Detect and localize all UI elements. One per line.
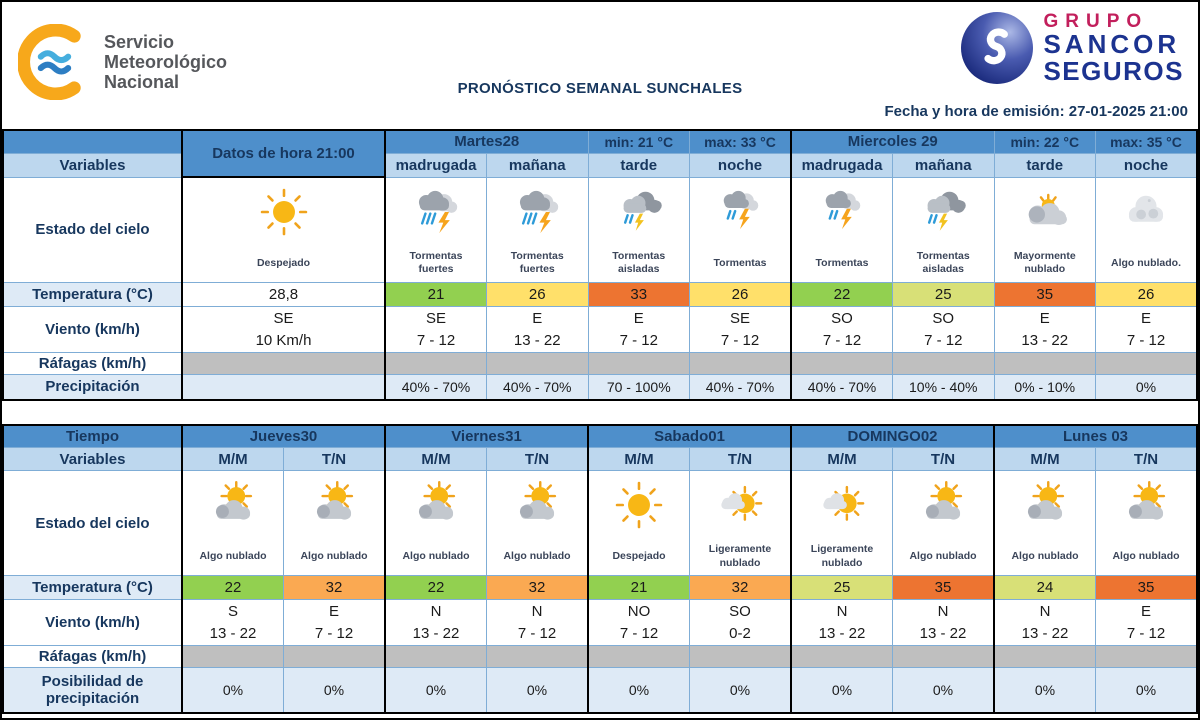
precip-cell: 0%	[1096, 668, 1198, 713]
precip-cell: 0%	[182, 668, 284, 713]
gusts-cell	[994, 353, 1096, 375]
precip-cell: 40% - 70%	[487, 375, 589, 400]
wind-cell: SE 7 - 12	[385, 307, 487, 353]
subheader-cell: M/M	[994, 448, 1096, 471]
variables-label: Variables	[3, 153, 182, 177]
gusts-cell	[690, 646, 792, 668]
weather-icon	[613, 478, 665, 532]
temperature-cell	[182, 283, 385, 307]
weather-icon	[816, 185, 868, 239]
precip-cell: 40% - 70%	[385, 375, 487, 400]
temperature-value: 24	[995, 576, 1095, 599]
precip-cell: 40% - 70%	[690, 375, 792, 400]
weather-icon	[410, 478, 462, 532]
sky-cell	[1096, 177, 1198, 283]
subheader-cell: M/M	[588, 448, 690, 471]
gusts-cell	[182, 646, 284, 668]
day-header: Martes28	[385, 130, 588, 153]
subheader-cell: M/M	[385, 448, 487, 471]
temperature-cell	[893, 283, 995, 307]
row-label: Precipitación	[3, 375, 182, 400]
temperature-cell	[690, 283, 792, 307]
precip-cell: 0%	[994, 668, 1096, 713]
weather-icon	[308, 478, 360, 532]
brand-grupo: GRUPO	[1043, 11, 1149, 32]
day-header: Lunes 03	[994, 425, 1197, 448]
day-header: Jueves30	[182, 425, 385, 448]
wind-cell: E 13 - 22	[487, 307, 589, 353]
gusts-cell	[487, 646, 589, 668]
gusts-cell	[893, 646, 995, 668]
subheader-cell: T/N	[1096, 448, 1198, 471]
gusts-cell	[487, 353, 589, 375]
sky-cell	[994, 471, 1096, 576]
row-label: Estado del cielo	[3, 471, 182, 576]
sky-caption: Ligeramente nublado	[708, 543, 772, 569]
weather-icon	[511, 185, 563, 239]
variables-label: Variables	[3, 448, 182, 471]
sky-cell	[893, 177, 995, 283]
gusts-cell	[385, 646, 487, 668]
temperature-value: 32	[487, 576, 587, 599]
subheader-cell: noche	[1096, 153, 1198, 177]
sky-caption: Tormentas aisladas	[916, 250, 970, 276]
sky-caption: Despejado	[256, 256, 311, 269]
sky-cell	[385, 177, 487, 283]
precip-cell: 0%	[487, 668, 589, 713]
gusts-cell	[893, 353, 995, 375]
subheader-cell: mañana	[487, 153, 589, 177]
temperature-cell	[893, 576, 995, 600]
sky-cell	[893, 471, 995, 576]
temperature-cell	[994, 576, 1096, 600]
temperature-cell	[588, 283, 690, 307]
subheader-cell: M/M	[791, 448, 893, 471]
sky-cell	[1096, 471, 1198, 576]
temperature-cell	[690, 576, 792, 600]
row-label: Viento (km/h)	[3, 600, 182, 646]
wind-cell: SE 7 - 12	[690, 307, 792, 353]
row-label: Ráfagas (km/h)	[3, 646, 182, 668]
wind-cell: E 7 - 12	[1096, 600, 1198, 646]
sky-cell	[791, 177, 893, 283]
gusts-cell	[994, 646, 1096, 668]
temperature-value: 25	[893, 283, 994, 306]
subheader-cell: T/N	[893, 448, 995, 471]
sky-caption: Mayormente nublado	[1013, 250, 1076, 276]
wind-cell: NO 7 - 12	[588, 600, 690, 646]
subheader-cell: noche	[690, 153, 792, 177]
sky-caption: Despejado	[612, 549, 666, 562]
weather-icon	[207, 478, 259, 532]
precip-cell: 0%	[588, 668, 690, 713]
temperature-cell	[487, 283, 589, 307]
precip-cell: 70 - 100%	[588, 375, 690, 400]
weather-icon	[917, 478, 969, 532]
wind-cell: N 13 - 22	[994, 600, 1096, 646]
temperature-value: 26	[690, 283, 790, 306]
weather-icon	[1019, 478, 1071, 532]
temperature-value: 32	[284, 576, 384, 599]
day-header: DOMINGO02	[791, 425, 994, 448]
corner-cell: Tiempo	[3, 425, 182, 448]
day-min: min: 21 °C	[588, 130, 690, 153]
page-header	[2, 2, 1198, 129]
subheader-cell: T/N	[284, 448, 386, 471]
wind-cell: SO 7 - 12	[791, 307, 893, 353]
corner-cell	[3, 130, 182, 153]
wind-cell: E 7 - 12	[284, 600, 386, 646]
sky-cell	[182, 471, 284, 576]
brand-seguros: SEGUROS	[1043, 55, 1184, 86]
subheader-cell: mañana	[893, 153, 995, 177]
sky-caption: Algo nublado.	[1111, 256, 1181, 269]
weather-icon	[613, 185, 665, 239]
weather-icon	[1120, 185, 1172, 239]
gusts-cell	[791, 646, 893, 668]
precip-cell: 0%	[284, 668, 386, 713]
row-label: Temperatura (°C)	[3, 283, 182, 307]
sky-caption: Tormentas	[815, 256, 869, 269]
sancor-sphere-icon	[961, 12, 1033, 84]
sky-caption: Algo nublado	[402, 549, 470, 562]
wind-cell: N 13 - 22	[893, 600, 995, 646]
page-title: PRONÓSTICO SEMANAL SUNCHALES	[457, 80, 743, 97]
sancor-logo	[961, 12, 1184, 84]
gusts-cell	[588, 353, 690, 375]
sky-caption: Algo nublado	[199, 549, 267, 562]
temperature-cell	[1096, 576, 1198, 600]
sky-cell	[588, 471, 690, 576]
day-header: Viernes31	[385, 425, 588, 448]
sky-caption: Algo nublado	[300, 549, 368, 562]
wind-cell: N 13 - 22	[791, 600, 893, 646]
sky-caption: Ligeramente nublado	[810, 543, 874, 569]
precip-cell: 0% - 10%	[994, 375, 1096, 400]
forecast-table-days-3-7	[2, 424, 1198, 714]
wind-cell: E 7 - 12	[588, 307, 690, 353]
temperature-cell	[385, 576, 487, 600]
temperature-value: 33	[589, 283, 690, 306]
weather-icon	[1120, 478, 1172, 532]
day-max: max: 35 °C	[1096, 130, 1198, 153]
wind-cell: S 13 - 22	[182, 600, 284, 646]
sky-caption: Tormentas fuertes	[510, 250, 564, 276]
temperature-value: 26	[1096, 283, 1196, 306]
sky-caption: Algo nublado	[1112, 549, 1180, 562]
gusts-cell	[791, 353, 893, 375]
temperature-value: 22	[183, 576, 283, 599]
precip-cell: 0%	[690, 668, 792, 713]
row-label: Temperatura (°C)	[3, 576, 182, 600]
temperature-cell	[791, 283, 893, 307]
wind-cell: SO 0-2	[690, 600, 792, 646]
sky-caption: Algo nublado	[503, 549, 571, 562]
day-header: Miercoles 29	[791, 130, 994, 153]
temperature-cell	[791, 576, 893, 600]
sky-cell	[588, 177, 690, 283]
temperature-value: 28,8	[268, 286, 299, 303]
smn-logo-text: Servicio Meteorológico Nacional	[104, 31, 228, 93]
sky-cell	[690, 177, 792, 283]
weather-icon	[816, 478, 868, 532]
sky-cell	[385, 471, 487, 576]
wind-cell: E 13 - 22	[994, 307, 1096, 353]
wind-cell: N 7 - 12	[487, 600, 589, 646]
precip-cell	[182, 375, 385, 400]
gusts-cell	[690, 353, 792, 375]
sky-caption: Algo nublado	[909, 549, 977, 562]
gusts-cell	[1096, 646, 1198, 668]
subheader-cell: T/N	[487, 448, 589, 471]
weather-icon	[714, 478, 766, 532]
wind-cell: N 13 - 22	[385, 600, 487, 646]
wind-cell: SE 10 Km/h	[182, 307, 385, 353]
precip-cell: 10% - 40%	[893, 375, 995, 400]
temperature-value: 35	[995, 283, 1096, 306]
subheader-cell: M/M	[182, 448, 284, 471]
gusts-cell	[1096, 353, 1198, 375]
weather-icon	[410, 185, 462, 239]
sky-cell	[994, 177, 1096, 283]
weather-icon	[511, 478, 563, 532]
weather-icon	[258, 185, 310, 239]
row-label: Estado del cielo	[3, 177, 182, 283]
gusts-cell	[284, 646, 386, 668]
wind-cell: SO 7 - 12	[893, 307, 995, 353]
row-label: Viento (km/h)	[3, 307, 182, 353]
temperature-cell	[284, 576, 386, 600]
subheader-cell: T/N	[690, 448, 792, 471]
brand-sancor: SANCOR	[1043, 29, 1181, 60]
sky-caption: Tormentas aisladas	[612, 250, 666, 276]
temperature-value: 35	[1096, 576, 1196, 599]
sky-cell	[284, 471, 386, 576]
precip-cell: 0%	[385, 668, 487, 713]
sky-cell	[487, 471, 589, 576]
subheader-cell: tarde	[994, 153, 1096, 177]
sky-cell	[487, 177, 589, 283]
temperature-cell	[1096, 283, 1198, 307]
temperature-cell	[182, 576, 284, 600]
subheader-cell: madrugada	[791, 153, 893, 177]
subheader-cell: tarde	[588, 153, 690, 177]
day-header: Sabado01	[588, 425, 791, 448]
temperature-value: 22	[386, 576, 486, 599]
day-min: min: 22 °C	[994, 130, 1096, 153]
emission-datetime: Fecha y hora de emisión: 27-01-2025 21:00	[884, 103, 1188, 120]
weather-icon	[1019, 185, 1071, 239]
temperature-cell	[994, 283, 1096, 307]
temperature-cell	[487, 576, 589, 600]
day-max: max: 33 °C	[690, 130, 792, 153]
gusts-cell	[182, 353, 385, 375]
subheader-cell: madrugada	[385, 153, 487, 177]
temperature-value: 35	[893, 576, 993, 599]
temperature-value: 21	[589, 576, 689, 599]
weather-icon	[917, 185, 969, 239]
temperature-value: 21	[386, 283, 486, 306]
precip-cell: 0%	[1096, 375, 1198, 400]
precip-cell: 0%	[893, 668, 995, 713]
row-label: Ráfagas (km/h)	[3, 353, 182, 375]
temperature-cell	[588, 576, 690, 600]
gusts-cell	[588, 646, 690, 668]
sky-cell	[690, 471, 792, 576]
sky-cell	[791, 471, 893, 576]
temperature-cell	[385, 283, 487, 307]
temperature-value: 32	[690, 576, 790, 599]
temperature-value: 26	[487, 283, 588, 306]
sky-caption: Tormentas fuertes	[409, 250, 463, 276]
gusts-cell	[385, 353, 487, 375]
sky-caption: Algo nublado	[1011, 549, 1079, 562]
precip-cell: 0%	[791, 668, 893, 713]
temperature-value: 25	[792, 576, 892, 599]
precip-cell: 40% - 70%	[791, 375, 893, 400]
datos-header: Datos de hora 21:00	[182, 130, 385, 177]
weather-icon	[714, 185, 766, 239]
temperature-value: 22	[792, 283, 892, 306]
sky-cell	[182, 177, 385, 283]
wind-cell: E 7 - 12	[1096, 307, 1198, 353]
sky-caption: Tormentas	[713, 256, 767, 269]
forecast-table-days-1-2	[2, 129, 1198, 401]
row-label: Posibilidad de precipitación	[3, 668, 182, 713]
